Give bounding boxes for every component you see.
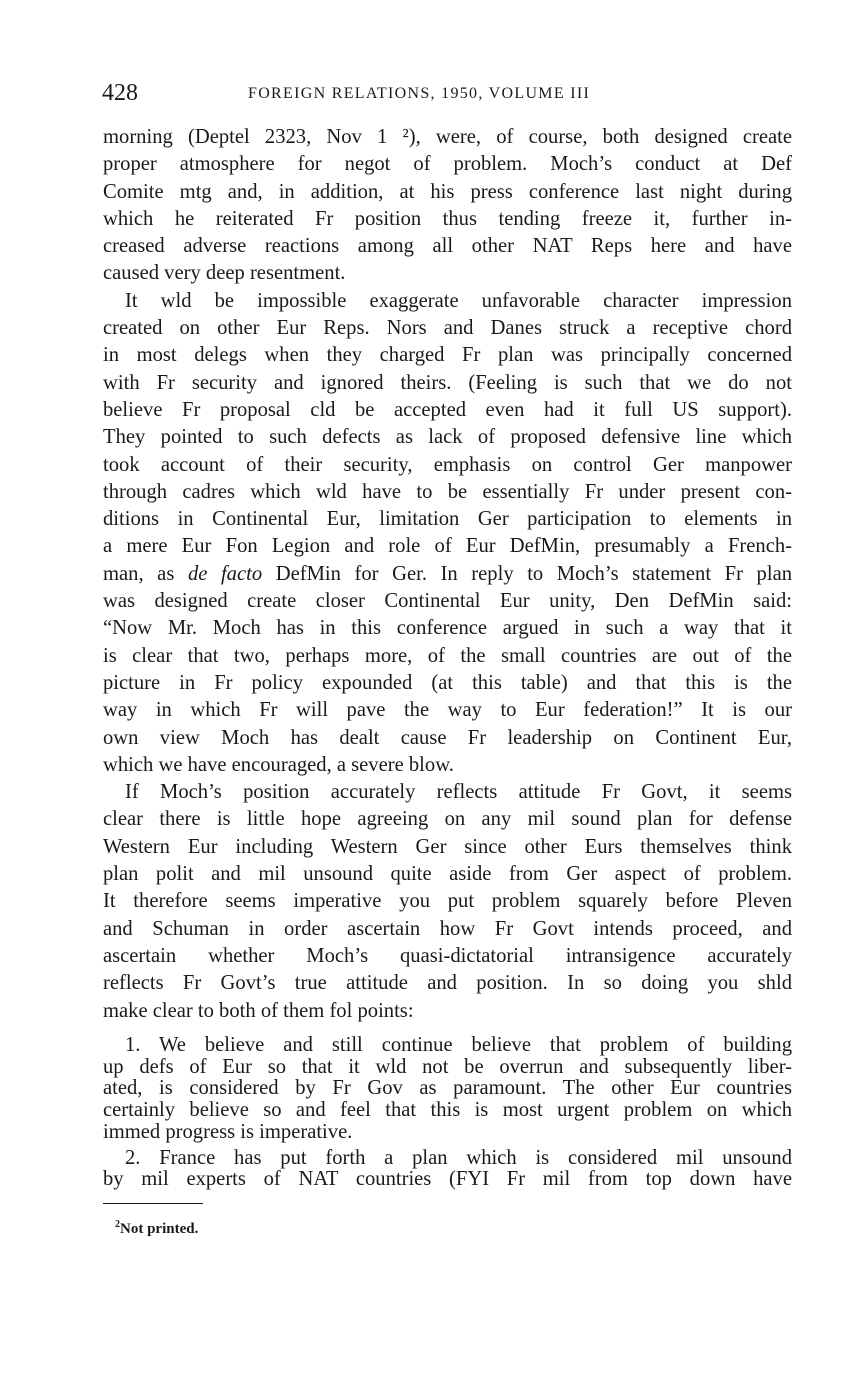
italic-phrase: de facto (187, 562, 263, 585)
text-line: ascertain whether Moch’s quasi-dictatorial intransigence accurately (103, 944, 792, 967)
text-line: up defs of Eur so that it wld not be overrun and subsequently liber- (103, 1055, 792, 1078)
page-number: 428 (102, 80, 138, 106)
text-line: If Moch’s position accurately reflects attitude Fr Govt, it seems (125, 781, 792, 804)
text-line: It therefore seems imperative you put problem squarely before Pleven (103, 890, 792, 913)
text-line: caused very deep resentment. (103, 262, 346, 285)
footnote-divider (103, 1203, 203, 1204)
text-line: with Fr security and ignored theirs. (Feeling is such that we do not (103, 371, 792, 394)
list-item (103, 1035, 792, 1144)
paragraph-3 (103, 779, 792, 1025)
text-line: picture in Fr policy expounded (at this table) and that this is the (103, 671, 792, 694)
text-line: a mere Eur Fon Legion and role of Eur DefMin, presumably a French- (103, 535, 792, 558)
text-line: 2. France has put forth a plan which is considered mil unsound (125, 1146, 792, 1169)
running-head: FOREIGN RELATIONS, 1950, VOLUME III (248, 85, 591, 102)
text-line: which he reiterated Fr position thus tending freeze it, further in- (103, 207, 792, 230)
text-line: and Schuman in order ascertain how Fr Govt intends proceed, and (103, 917, 792, 940)
text-line: was designed create closer Continental Eur unity, Den DefMin said: (103, 590, 792, 613)
text-line: Western Eur including Western Ger since other Eurs themselves think (103, 835, 792, 858)
text-line: make clear to both of them fol points: (103, 999, 414, 1022)
footnote-marker: 2 (115, 1219, 120, 1230)
text-line: They pointed to such defects as lack of proposed defensive line which (103, 426, 792, 449)
text-line: believe Fr proposal cld be accepted even had it full US support). (103, 398, 792, 421)
text-line: “Now Mr. Moch has in this conference argued in such a way that it (103, 617, 792, 640)
paragraph-2 (103, 288, 792, 779)
text-line: creased adverse reactions among all other NAT Reps here and have (103, 235, 792, 258)
footnote (115, 1219, 198, 1238)
text-line (103, 561, 792, 588)
text-line: immed progress is imperative. (103, 1120, 353, 1143)
paragraph-1 (103, 124, 792, 288)
text-line: plan polit and mil unsound quite aside from Ger aspect of problem. (103, 863, 792, 886)
body-text (103, 124, 792, 1025)
text-line: certainly believe so and feel that this is most urgent problem on which (103, 1099, 792, 1122)
text-line: through cadres which wld have to be essentially Fr under present con- (103, 480, 792, 503)
text-line: ated, is considered by Fr Gov as paramount. The other Eur countries (103, 1077, 792, 1100)
text-line: Comite mtg and, in addition, at his press conference last night during (103, 180, 792, 203)
list-item (103, 1148, 792, 1191)
numbered-points (103, 1035, 792, 1195)
text-fragment: man, as (103, 562, 188, 585)
text-line: way in which Fr will pave the way to Eur federation!” It is our (103, 699, 792, 722)
text-line: own view Moch has dealt cause Fr leadership on Continent Eur, (103, 726, 792, 749)
text-line: clear there is little hope agreeing on any mil sound plan for defense (103, 808, 792, 831)
text-line: is clear that two, perhaps more, of the small countries are out of the (103, 644, 792, 667)
text-fragment: DefMin for Ger. In reply to Moch’s statement Fr plan (262, 562, 793, 585)
text-line: created on other Eur Reps. Nors and Danes struck a receptive chord (103, 317, 792, 340)
text-line: It wld be impossible exaggerate unfavorable character impression (125, 289, 792, 312)
text-line: by mil experts of NAT countries (FYI Fr mil from top down have (103, 1168, 792, 1191)
text-line: proper atmosphere for negot of problem. Moch’s conduct at Def (103, 153, 792, 176)
text-line: took account of their security, emphasis on control Ger manpower (103, 453, 792, 476)
text-line: reflects Fr Govt’s true attitude and position. In so doing you shld (103, 972, 792, 995)
text-line: which we have encouraged, a severe blow. (103, 753, 454, 776)
footnote-text: Not printed. (120, 1221, 199, 1237)
page-header (102, 80, 792, 110)
text-line: 1. We believe and still continue believe that problem of building (125, 1034, 792, 1056)
text-line: in most delegs when they charged Fr plan was principally concerned (103, 344, 792, 367)
text-line: ditions in Continental Eur, limitation Ger participation to elements in (103, 508, 792, 531)
text-line: morning (Deptel 2323, Nov 1 ²), were, of course, both designed create (103, 126, 792, 148)
